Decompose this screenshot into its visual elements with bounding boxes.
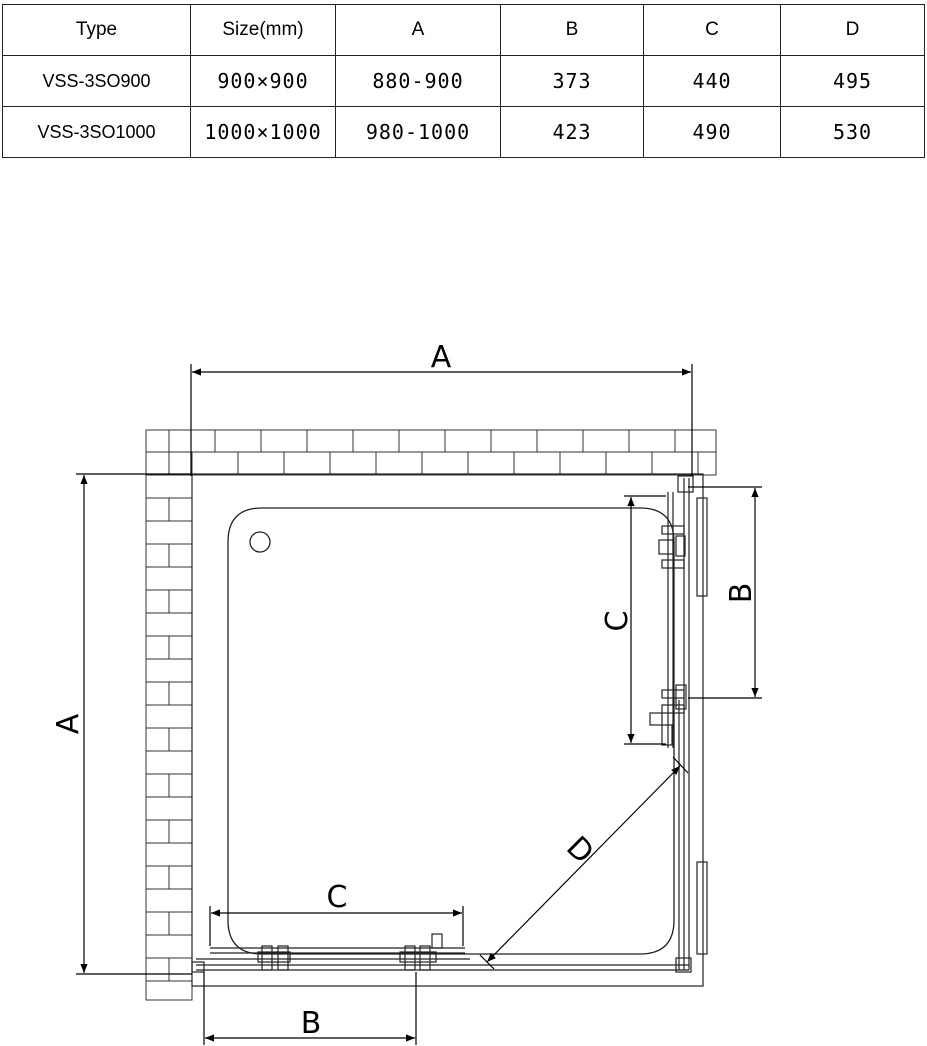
cell-d: 530 bbox=[781, 107, 925, 158]
header-a: A bbox=[336, 5, 501, 56]
dimension-labels bbox=[51, 340, 759, 1041]
roller-right-upper bbox=[659, 526, 685, 568]
handle-right-upper bbox=[697, 498, 707, 596]
enclosure-frame bbox=[192, 474, 707, 986]
cell-d: 495 bbox=[781, 56, 925, 107]
label-c-bottom: C bbox=[326, 880, 348, 915]
header-b: B bbox=[501, 5, 644, 56]
cell-c: 440 bbox=[644, 56, 781, 107]
label-d-diagonal: D bbox=[559, 829, 601, 871]
dim-d-diagonal bbox=[487, 766, 680, 962]
header-c: C bbox=[644, 5, 781, 56]
outer-base-frame bbox=[192, 474, 703, 986]
drain-hole bbox=[250, 532, 270, 552]
tray-outline bbox=[228, 508, 674, 954]
cell-size: 1000×1000 bbox=[191, 107, 336, 158]
label-b-right: B bbox=[724, 582, 759, 604]
label-c-right: C bbox=[600, 610, 635, 632]
roller-bottom-left bbox=[258, 946, 290, 970]
cell-a: 980-1000 bbox=[336, 107, 501, 158]
header-size: Size(mm) bbox=[191, 5, 336, 56]
cell-b: 373 bbox=[501, 56, 644, 107]
label-b-bottom: B bbox=[300, 1006, 322, 1041]
cell-c: 490 bbox=[644, 107, 781, 158]
header-type: Type bbox=[3, 5, 191, 56]
cell-b: 423 bbox=[501, 107, 644, 158]
header-d: D bbox=[781, 5, 925, 56]
cell-type: VSS-3SO1000 bbox=[3, 107, 191, 158]
shower-tray bbox=[228, 508, 674, 954]
cell-a: 880-900 bbox=[336, 56, 501, 107]
cell-size: 900×900 bbox=[191, 56, 336, 107]
handle-right-lower bbox=[697, 862, 707, 954]
label-a-left: A bbox=[51, 713, 86, 735]
cell-type: VSS-3SO900 bbox=[3, 56, 191, 107]
label-a-top: A bbox=[430, 340, 452, 375]
corner-post-top bbox=[678, 476, 693, 492]
